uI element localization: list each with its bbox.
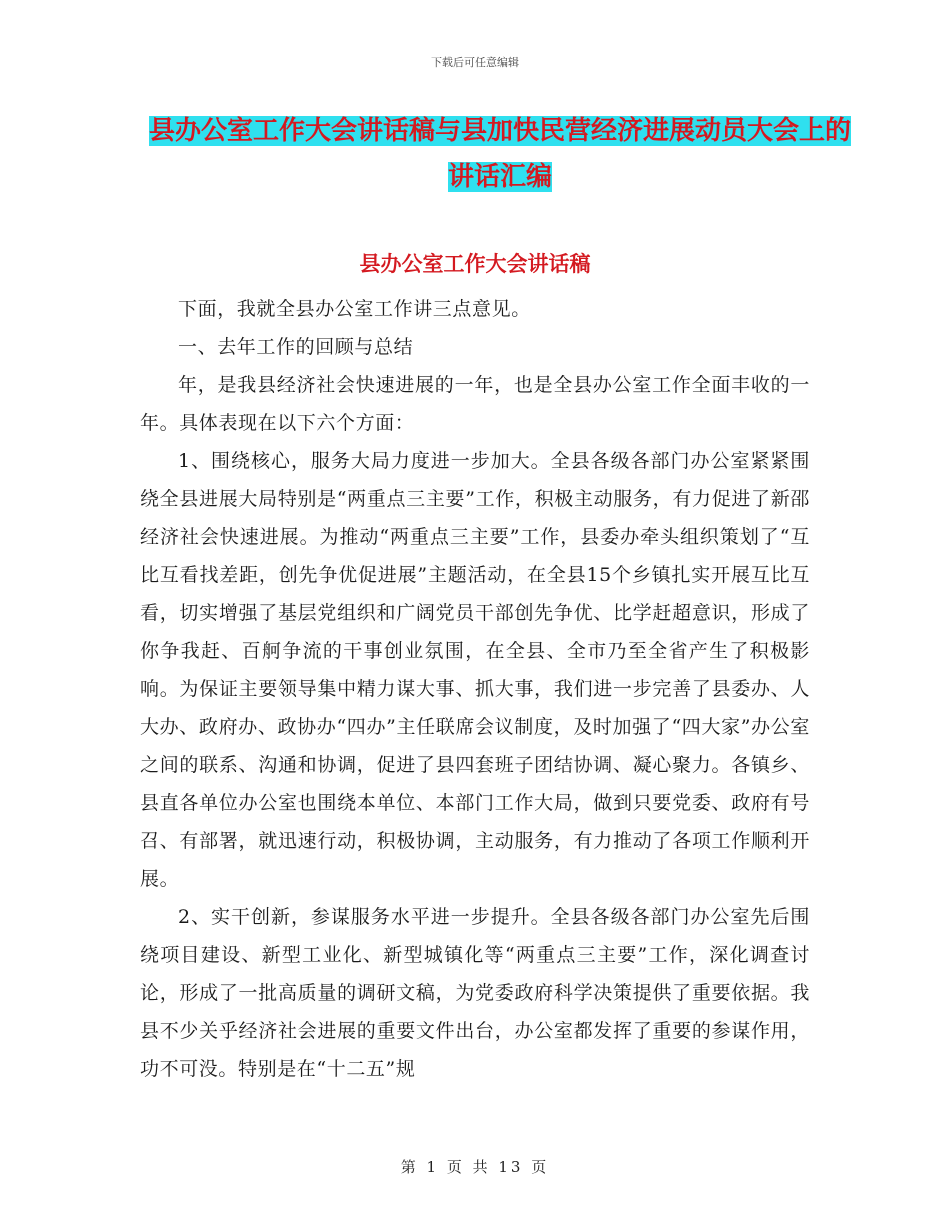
header-note: 下载后可任意编辑 [431, 56, 519, 69]
paragraph: 下面，我就全县办公室工作讲三点意见。 [178, 298, 531, 320]
document-title [140, 108, 860, 200]
paragraph: 1、围绕核心，服务大局力度进一步加大。全县各级各部门办公室紧紧围绕全县进展大局特别是“两重点三主要”工作，积极主动服务，有力促进了新邵经济社会快速进展。为推动“两重点三主要”工作，县委办牵头组织策划了“互比互看找差距，创先争优促进展”主题活动，在全县15个乡镇扎实开展互比互看，切实增强了基层党组织和广阔党员干部创先争优、比学赶超意识，形成了你争我赶、百舸争流的干事创业氛围，在全县、全市乃至全省产生了积极影响。为保证主要领导集中精力谋大事、抓大事，我们进一步完善了县委办、人大办、政府办、政协办“四办”主任联席会议制度，及时加强了“四大家”办公室之间的联系、沟通和协调，促进了县四套班子团结协调、凝心聚力。各镇乡、县直各单位办公室也围绕本单位、本部门工作大局，做到只要党委、政府有号召、有部署，就迅速行动，积极协调，主动服务，有力推动了各项工作顺利开展。 [140, 450, 810, 890]
document-title-text: 县办公室工作大会讲话稿与县加快民营经济进展动员大会上的讲话汇编 [148, 116, 851, 192]
paragraph: 一、去年工作的回顾与总结 [178, 336, 414, 358]
page-number: 第 1 页 共 13 页 [400, 1158, 550, 1176]
section-title: 县办公室工作大会讲话稿 [359, 252, 591, 276]
document-body [140, 290, 810, 1088]
paragraph: 年，是我县经济社会快速进展的一年，也是全县办公室工作全面丰收的一年。具体表现在以下六个方面： [140, 374, 810, 434]
paragraph: 2、实干创新，参谋服务水平进一步提升。全县各级各部门办公室先后围绕项目建设、新型工业化、新型城镇化等“两重点三主要”工作，深化调查讨论，形成了一批高质量的调研文稿，为党委政府科学决策提供了重要依据。我县不少关乎经济社会进展的重要文件出台，办公室都发挥了重要的参谋作用，功不可没。特别是在“十二五”规 [140, 906, 810, 1080]
